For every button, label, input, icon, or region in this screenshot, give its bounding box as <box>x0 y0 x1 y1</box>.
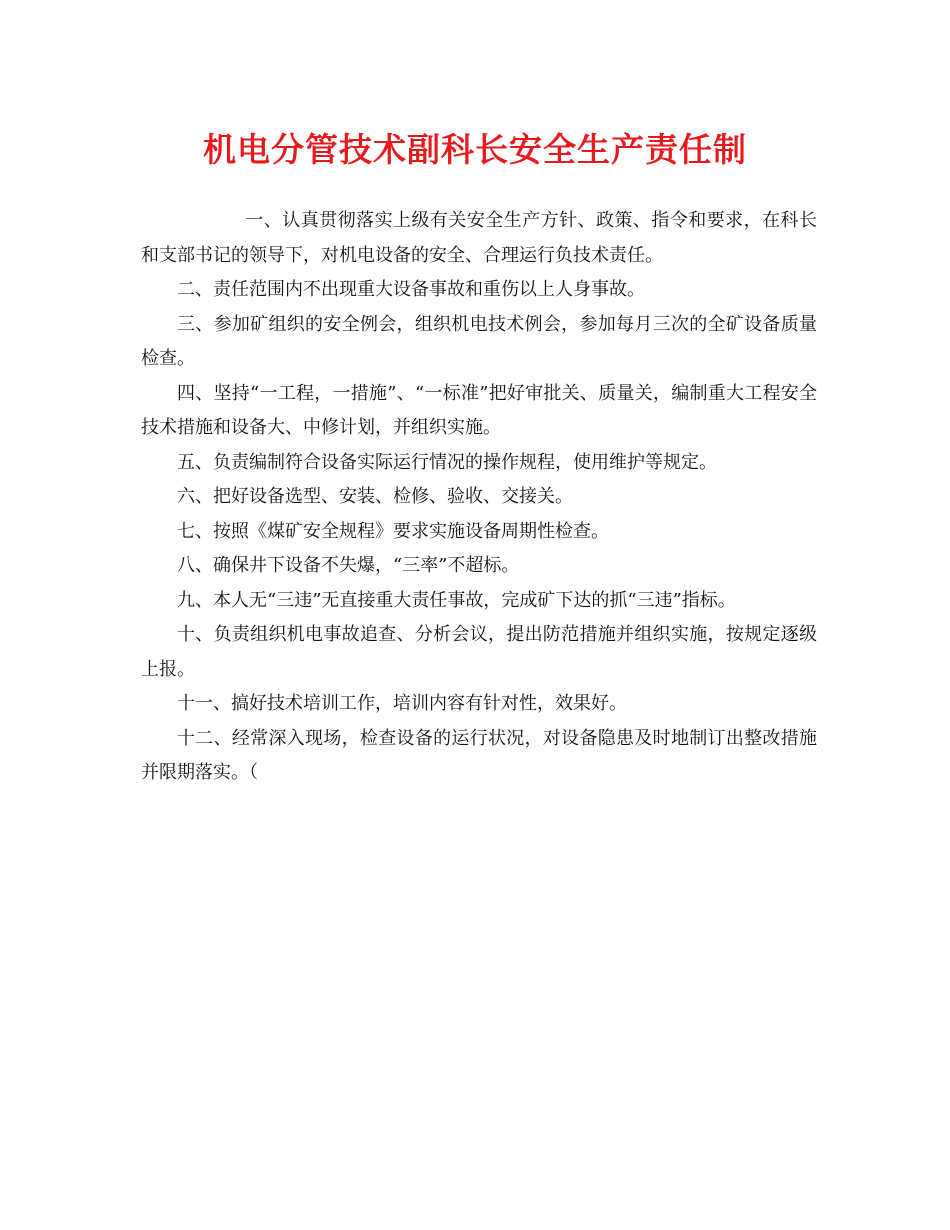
paragraph-9: 九、本人无“三违”无直接重大责任事故，完成矿下达的抓“三违”指标。 <box>177 589 736 611</box>
paragraph-2: 二、责任范围内不出现重大设备事故和重伤以上人身事故。 <box>177 279 645 300</box>
document-body <box>141 204 817 791</box>
paragraph-1: 一、认真贯彻落实上级有关安全生产方针、政策、指令和要求，在科长和支部书记的领导下，对机电设备的安全、合理运行负技术责任。 <box>141 210 817 266</box>
paragraph-6: 六、把好设备选型、安装、检修、验收、交接关。 <box>177 486 573 507</box>
paragraph-8: 八、确保井下设备不失爆，“三率”不超标。 <box>177 555 520 576</box>
paragraph-3: 三、参加矿组织的安全例会，组织机电技术例会，参加每月三次的全矿设备质量检查。 <box>141 313 817 369</box>
paragraph-12: 十二、经常深入现场，检查设备的运行状况，对设备隐患及时地制订出整改措施并限期落实。（ <box>141 727 817 783</box>
paragraph-7: 七、按照《煤矿安全规程》要求实施设备周期性检查。 <box>177 520 609 542</box>
page-title: 机电分管技术副科长安全生产责任制 <box>203 130 747 169</box>
paragraph-5: 五、负责编制符合设备实际运行情况的操作规程，使用维护等规定。 <box>177 451 717 473</box>
paragraph-10: 十、负责组织机电事故追查、分析会议，提出防范措施并组织实施，按规定逐级上报。 <box>141 624 817 680</box>
paragraph-4: 四、坚持“一工程，一措施”、“一标准”把好审批关、质量关，编制重大工程安全技术措施和设备大、中修计划，并组织实施。 <box>141 382 817 438</box>
paragraph-11: 十一、搞好技术培训工作，培训内容有针对性，效果好。 <box>177 693 627 714</box>
